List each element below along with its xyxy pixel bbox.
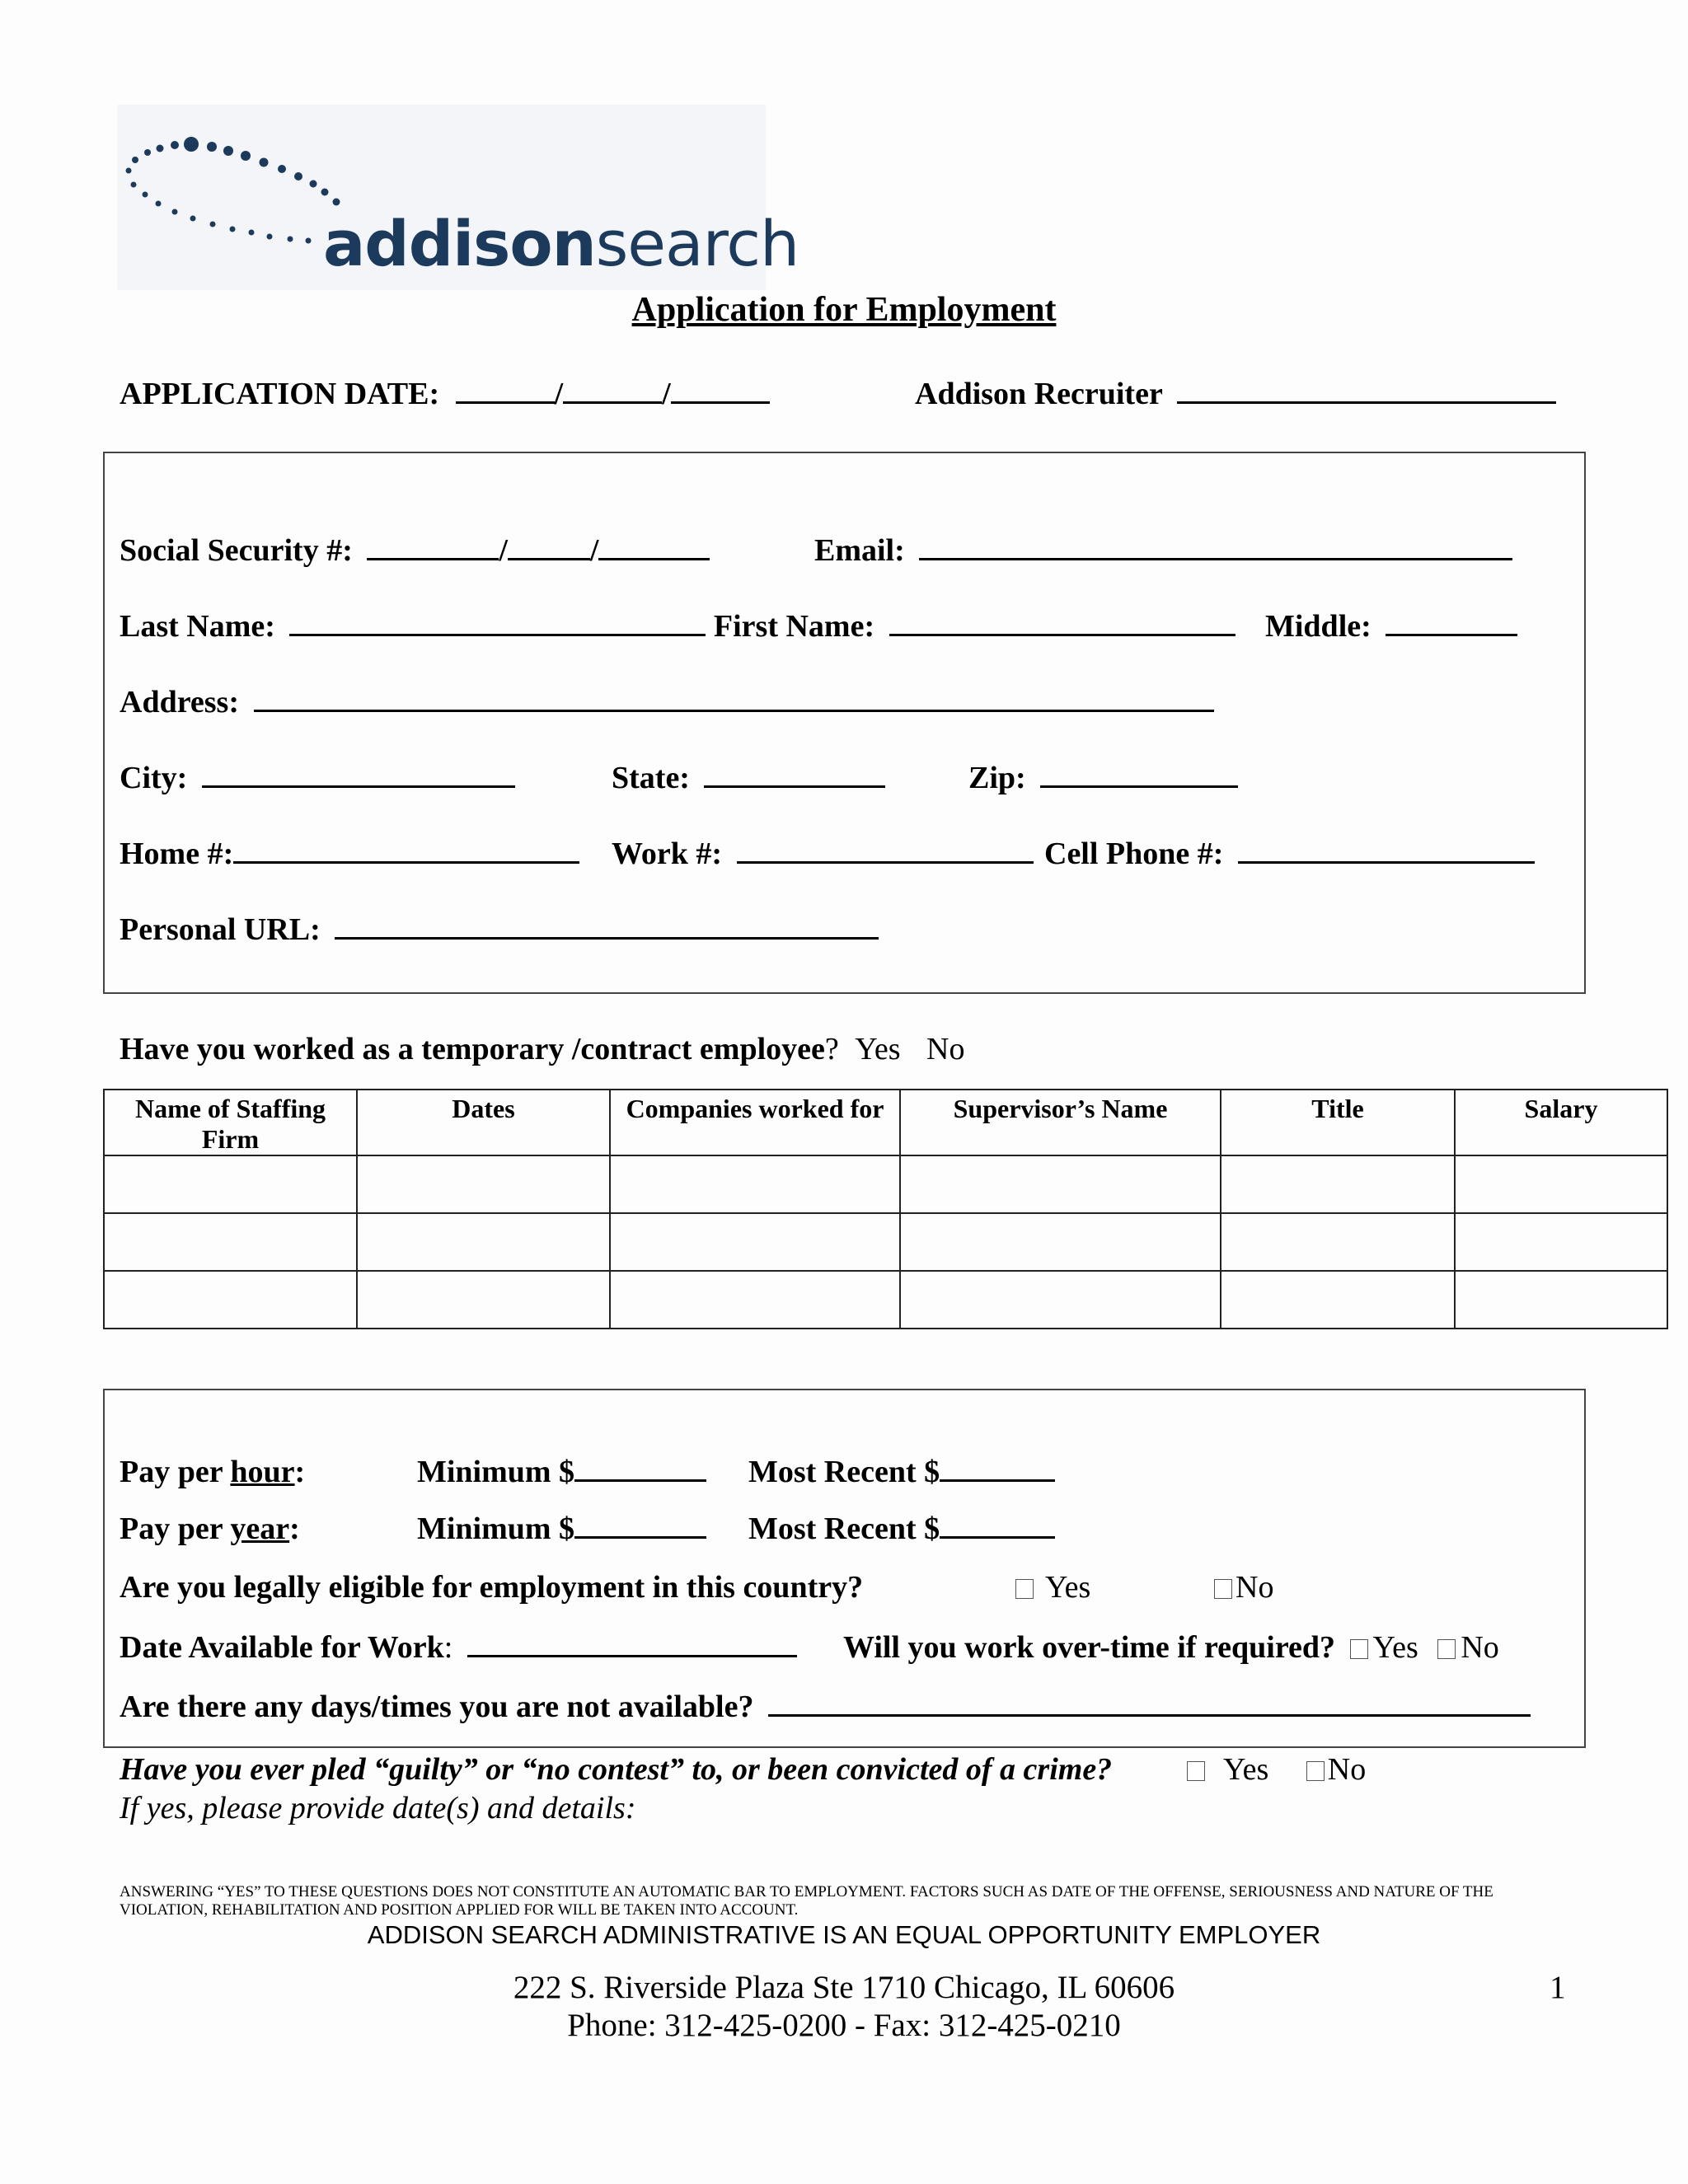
not-available-row [120, 1688, 1531, 1726]
staffing-history-table [103, 1089, 1668, 1329]
work-phone-label: Work #: [612, 837, 723, 871]
table-cell[interactable] [1221, 1271, 1455, 1329]
overtime-row [843, 1629, 1499, 1666]
table-row [104, 1155, 1667, 1213]
middle-field[interactable] [1386, 607, 1517, 636]
logo-wordmark [323, 207, 799, 280]
footer-phone: Phone: 312-425-0200 - Fax: 312-425-0210 [567, 2008, 1121, 2043]
column-header-staffing-firm: Name of Staffing Firm [104, 1090, 357, 1155]
email-row [814, 532, 1512, 569]
conviction-options [1187, 1750, 1366, 1788]
conviction-question: Have you ever pled “guilty” or “no contest” to, or been convicted of a crime? [120, 1752, 1113, 1787]
hour-most-recent-label: Most Recent $ [748, 1455, 940, 1489]
zip-field[interactable] [1040, 759, 1238, 788]
hour-minimum-label: Minimum $ [417, 1455, 575, 1489]
recruiter-field[interactable] [1177, 375, 1556, 404]
city-label: City: [120, 761, 188, 795]
hour-minimum-field[interactable] [574, 1453, 706, 1482]
state-field[interactable] [704, 759, 885, 788]
date-available-colon: : [443, 1630, 453, 1665]
year-minimum-label: Minimum $ [417, 1511, 575, 1546]
application-date-day-field[interactable] [563, 375, 662, 404]
table-cell[interactable] [1455, 1213, 1667, 1271]
column-header-dates: Dates [357, 1090, 610, 1155]
eligibility-no-label: No [1236, 1570, 1274, 1605]
column-header-companies: Companies worked for [610, 1090, 900, 1155]
first-name-label: First Name: [713, 609, 875, 644]
conviction-no-checkbox[interactable] [1306, 1761, 1325, 1781]
table-cell[interactable] [610, 1155, 900, 1213]
personal-url-field[interactable] [335, 911, 879, 940]
last-name-label: Last Name: [120, 609, 275, 644]
table-cell[interactable] [1455, 1271, 1667, 1329]
home-phone-label: Home #: [120, 837, 234, 871]
eligibility-no-checkbox[interactable] [1214, 1579, 1232, 1599]
ssn-part1-field[interactable] [367, 532, 499, 560]
zip-row [968, 759, 1238, 797]
temp-employee-question-mark: ? [824, 1032, 839, 1066]
date-available-row [120, 1629, 797, 1666]
personal-url-row [120, 911, 879, 949]
date-available-field[interactable] [467, 1629, 797, 1657]
last-name-field[interactable] [289, 607, 706, 636]
page-number: 1 [1550, 1970, 1566, 2005]
state-row [612, 759, 885, 797]
ssn-part2-field[interactable] [508, 532, 590, 560]
year-most-recent-row [748, 1510, 1055, 1548]
ssn-label: Social Security #: [120, 533, 353, 568]
eligibility-yes-checkbox[interactable] [1015, 1579, 1034, 1599]
pay-per-year-word: year [230, 1511, 290, 1546]
eligibility-yes-label: Yes [1045, 1570, 1091, 1605]
personal-url-label: Personal URL: [120, 912, 321, 947]
hour-most-recent-field[interactable] [940, 1453, 1055, 1482]
eligibility-no-option[interactable] [1214, 1568, 1273, 1606]
address-label: Address: [120, 685, 239, 719]
ssn-part3-field[interactable] [598, 532, 710, 560]
disclaimer-text: ANSWERING “YES” TO THESE QUESTIONS DOES NOT CONSTITUTE AN AUTOMATIC BAR TO EMPLOYMENT. FACTORS SUCH AS DATE OF THE OFFENSE, SERIOUSNESS AND NATURE OF THE VIOLATION, REHABILITATION AND POSITION APPLIED FOR WILL BE TAKEN INTO ACCOUNT. [120, 1883, 1493, 1919]
recruiter-row [915, 375, 1556, 413]
year-most-recent-label: Most Recent $ [748, 1511, 940, 1546]
table-row [104, 1213, 1667, 1271]
city-field[interactable] [202, 759, 515, 788]
application-date-month-field[interactable] [456, 375, 555, 404]
hour-minimum-row [417, 1453, 706, 1491]
hour-most-recent-row [748, 1453, 1055, 1491]
home-phone-row [120, 835, 579, 873]
address-row [120, 683, 1214, 721]
pay-per-year-colon: : [289, 1511, 300, 1546]
eligibility-yes-option[interactable] [1015, 1568, 1090, 1606]
table-cell[interactable] [610, 1271, 900, 1329]
footer-address: 222 S. Riverside Plaza Ste 1710 Chicago, IL 60606 [513, 1970, 1175, 2005]
overtime-question: Will you work over-time if required? [843, 1630, 1336, 1665]
cell-phone-field[interactable] [1238, 835, 1535, 864]
pay-per-hour-word: hour [230, 1455, 295, 1489]
eligibility-question: Are you legally eligible for employment in this country? [120, 1570, 864, 1605]
conviction-no-label: No [1327, 1752, 1367, 1787]
not-available-question: Are there any days/times you are not available? [120, 1690, 754, 1724]
date-available-label: Date Available for Work [120, 1630, 444, 1665]
table-header-row [104, 1090, 1667, 1155]
zip-label: Zip: [968, 761, 1026, 795]
work-phone-row [612, 835, 1034, 873]
temp-employee-yes-option[interactable]: Yes [855, 1032, 901, 1066]
column-header-salary: Salary [1455, 1090, 1667, 1155]
pay-per-hour-colon: : [294, 1455, 306, 1489]
application-date-row: APPLICATION DATE: / / [120, 375, 770, 413]
table-cell[interactable] [104, 1213, 357, 1271]
table-cell[interactable] [104, 1155, 357, 1213]
table-cell[interactable] [357, 1155, 610, 1213]
table-row [104, 1271, 1667, 1329]
conviction-yes-label: Yes [1223, 1752, 1269, 1787]
city-row [120, 759, 515, 797]
conviction-row [120, 1750, 1112, 1788]
table-cell[interactable] [900, 1271, 1221, 1329]
overtime-yes-label: Yes [1372, 1630, 1418, 1665]
pay-per-year-row [120, 1510, 300, 1548]
pay-per-hour-prefix: Pay per [120, 1455, 231, 1489]
pay-per-hour-row [120, 1453, 305, 1491]
home-phone-field[interactable] [233, 835, 579, 864]
temp-employee-question-text: Have you worked as a temporary /contract employee [120, 1032, 825, 1066]
conviction-yes-checkbox[interactable] [1187, 1761, 1205, 1781]
pay-per-year-prefix: Pay per [120, 1511, 231, 1546]
middle-row [1265, 607, 1517, 645]
column-header-supervisor: Supervisor’s Name [900, 1090, 1221, 1155]
conviction-details-prompt: If yes, please provide date(s) and details: [120, 1791, 636, 1825]
table-cell[interactable] [357, 1213, 610, 1271]
application-date-label: APPLICATION DATE: [120, 377, 440, 411]
ssn-row: Social Security #: / / [120, 532, 710, 569]
address-field[interactable] [254, 683, 1214, 712]
cell-phone-label: Cell Phone #: [1044, 837, 1224, 871]
email-field[interactable] [919, 532, 1512, 560]
work-phone-field[interactable] [737, 835, 1034, 864]
table-cell[interactable] [357, 1271, 610, 1329]
logo-text-bold: addison [323, 207, 596, 280]
overtime-yes-checkbox[interactable] [1350, 1639, 1368, 1659]
year-most-recent-field[interactable] [940, 1510, 1055, 1539]
page-title: Application for Employment [631, 291, 1057, 329]
name-row [120, 607, 1236, 645]
not-available-field[interactable] [768, 1688, 1531, 1717]
table-cell[interactable] [1455, 1155, 1667, 1213]
table-cell[interactable] [610, 1213, 900, 1271]
eligibility-row [120, 1568, 863, 1606]
table-cell[interactable] [1221, 1155, 1455, 1213]
first-name-field[interactable] [889, 607, 1236, 636]
table-cell[interactable] [104, 1271, 357, 1329]
state-label: State: [612, 761, 690, 795]
temp-employee-question [120, 1030, 965, 1068]
eeo-statement: ADDISON SEARCH ADMINISTRATIVE IS AN EQUAL OPPORTUNITY EMPLOYER [367, 1920, 1321, 1949]
table-cell[interactable] [1221, 1213, 1455, 1271]
table-cell[interactable] [900, 1155, 1221, 1213]
application-date-year-field[interactable] [671, 375, 770, 404]
overtime-no-checkbox[interactable] [1437, 1639, 1456, 1659]
overtime-no-label: No [1461, 1630, 1499, 1665]
logo-text-regular: search [595, 207, 799, 280]
table-cell[interactable] [900, 1213, 1221, 1271]
recruiter-label: Addison Recruiter [915, 377, 1163, 411]
column-header-title: Title [1221, 1090, 1455, 1155]
temp-employee-no-option[interactable]: No [926, 1032, 965, 1066]
year-minimum-field[interactable] [574, 1510, 706, 1539]
year-minimum-row [417, 1510, 706, 1548]
cell-phone-row [1044, 835, 1535, 873]
email-label: Email: [814, 533, 905, 568]
middle-label: Middle: [1265, 609, 1372, 644]
